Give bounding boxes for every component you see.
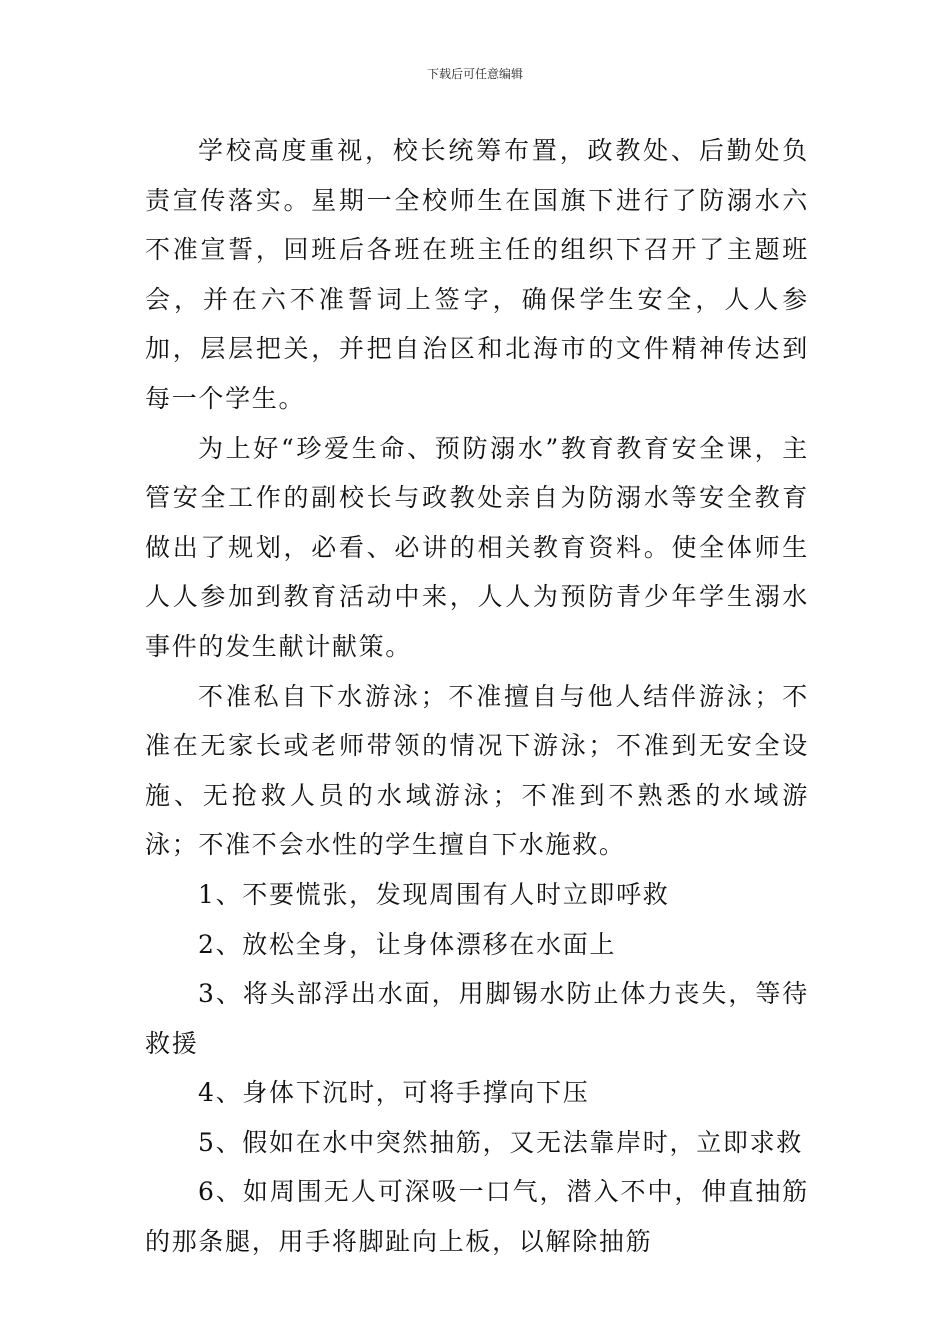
paragraph-six-rules: 不准私自下水游泳；不准擅自与他人结伴游泳；不准在无家长或老师带领的情况下游泳；不准到无安全设施、无抢救人员的水域游泳；不准到不熟悉的水域游泳；不准不会水性的学生擅自下水施救。 [145, 681, 809, 860]
list-item-step-1: 1、不要慌张，发现周围有人时立即呼救 [198, 879, 670, 909]
list-item-step-2: 2、放松全身，让身体漂移在水面上 [198, 929, 617, 959]
list-item-step-5: 5、假如在水中突然抽筋，又无法靠岸时，立即求救 [198, 1127, 804, 1157]
list-item-step-4: 4、身体下沉时，可将手撑向下压 [198, 1078, 590, 1108]
document-body [145, 126, 809, 1267]
paragraph-safety-lesson: 为上好“珍爱生命、预防溺水”教育教育安全课，主管安全工作的副校长与政教处亲自为防溺水等安全教育做出了规划，必看、必讲的相关教育资料。使全体师生人人参加到教育活动中来，人人为预防青少年学生溺水事件的发生献计献策。 [145, 433, 809, 661]
list-item-step-3: 3、将头部浮出水面，用脚锡水防止体力丧失，等待救援 [145, 979, 809, 1058]
list-item-step-6: 6、如周围无人可深吸一口气，潜入不中，伸直抽筋的那条腿，用手将脚趾向上板，以解除抽筋 [145, 1177, 809, 1257]
page-header-note: 下载后可任意编辑 [426, 67, 523, 81]
paragraph-school-measures: 学校高度重视，校长统筹布置，政教处、后勤处负责宣传落实。星期一全校师生在国旗下进行了防溺水六不准宣誓，回班后各班在班主任的组织下召开了主题班会，并在六不准誓词上签字，确保学生安全，人人参加，层层把关，并把自治区和北海市的文件精神传达到每一个学生。 [145, 136, 809, 413]
